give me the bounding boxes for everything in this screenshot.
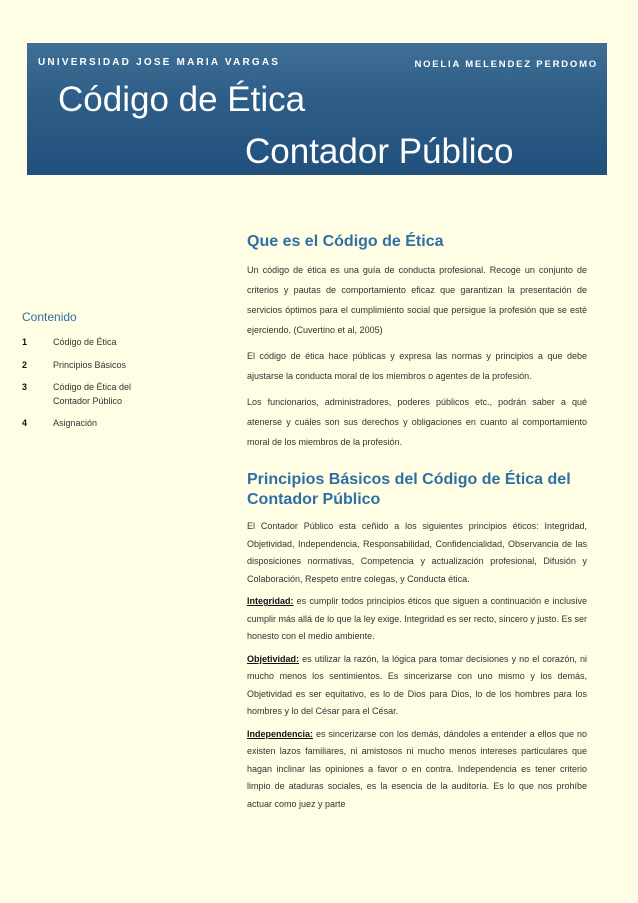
toc-item-label: Código de Ética <box>53 337 117 347</box>
toc-item-label: Código de Ética del Contador Público <box>53 382 132 406</box>
section-principios <box>247 470 587 813</box>
section-heading-principios: Principios Básicos del Código de Ética del Contador Público <box>247 471 571 508</box>
principle-term: Objetividad: <box>247 653 300 664</box>
principle-text: es cumplir todos principios éticos que siguen a continuación e inclusive cumplir más allá de lo que la ley exige. Integridad es ser recto, sincero y justo. Es ser honesto con el medio ambiente. <box>247 596 587 641</box>
toc-item-number: 2 <box>22 359 28 370</box>
toc-item[interactable] <box>22 336 222 350</box>
toc-heading: Contenido <box>22 310 77 324</box>
principle-independencia <box>247 726 587 814</box>
toc-item-number: 3 <box>22 382 28 392</box>
section-heading-que-es: Que es el Código de Ética <box>247 233 444 250</box>
paragraph: El código de ética hace públicas y expresa las normas y principios a que debe ajustarse la conducta moral de los miembros o agentes de la profesión. <box>247 351 587 381</box>
author-name: NOELIA MELENDEZ PERDOMO <box>414 59 598 70</box>
paragraph: El Contador Público esta ceñido a los siguientes principios éticos: Integridad, Objetividad, Independencia, Responsabilidad, Confidencialidad, Observancia de las disposiciones normativas, Competencia y actualización profesional, Difusión y Colaboración, Respeto entre colegas, y Conducta ética. <box>247 521 587 584</box>
toc-item-label: Asignación <box>53 418 98 428</box>
toc-item-number: 1 <box>22 337 28 347</box>
principle-text: es utilizar la razón, la lógica para tomar decisiones y no el corazón, ni mucho menos los sentimientos. Es sincerizarse con uno mismo y los demás, Objetividad es ser equitativo, es lo de Dios para Dios, lo de los hombres para los hombres y lo del César para el César. <box>247 653 587 716</box>
toc-item[interactable] <box>22 381 222 408</box>
paragraph: Los funcionarios, administradores, poderes públicos etc., podrán saber a qué atenerse y cuáles son sus derechos y obligaciones en cuanto al comportamiento moral de los miembros de la profesión. <box>247 397 587 447</box>
toc-item-label: Principios Básicos <box>53 359 127 370</box>
principle-integridad <box>247 593 587 646</box>
table-of-contents <box>22 310 222 440</box>
principle-term: Integridad: <box>247 596 294 606</box>
principle-text: es sincerizarse con los demás, dándoles a entender a ellos que no existen lazos familiares, ni amistosos ni mucho menos intereses particulares que hagan inclinar las opiniones a favor o en contra. Independencia es tener criterio limpio de ataduras sociales, es la esencia de la auditoría. Es lo que nos prohíbe actuar como juez y parte <box>247 728 587 809</box>
institution-name: UNIVERSIDAD JOSE MARIA VARGAS <box>38 57 281 68</box>
principle-term: Independencia: <box>247 728 314 739</box>
toc-item-number: 4 <box>22 418 28 428</box>
toc-item[interactable] <box>22 417 222 431</box>
document-title-line1: Código de Ética <box>58 80 306 119</box>
toc-item[interactable] <box>22 359 222 373</box>
principle-objetividad <box>247 651 587 721</box>
paragraph: Un código de ética es una guía de conducta profesional. Recoge un conjunto de criterios y pautas de comportamiento eficaz que garantizan la presentación de servicios óptimos para el cumplimiento social que persigue la profesión que se esté ejerciendo. (Cuvertino et al, 2005) <box>247 265 587 335</box>
main-content <box>247 232 587 818</box>
document-title-line2: Contador Público <box>245 132 514 171</box>
